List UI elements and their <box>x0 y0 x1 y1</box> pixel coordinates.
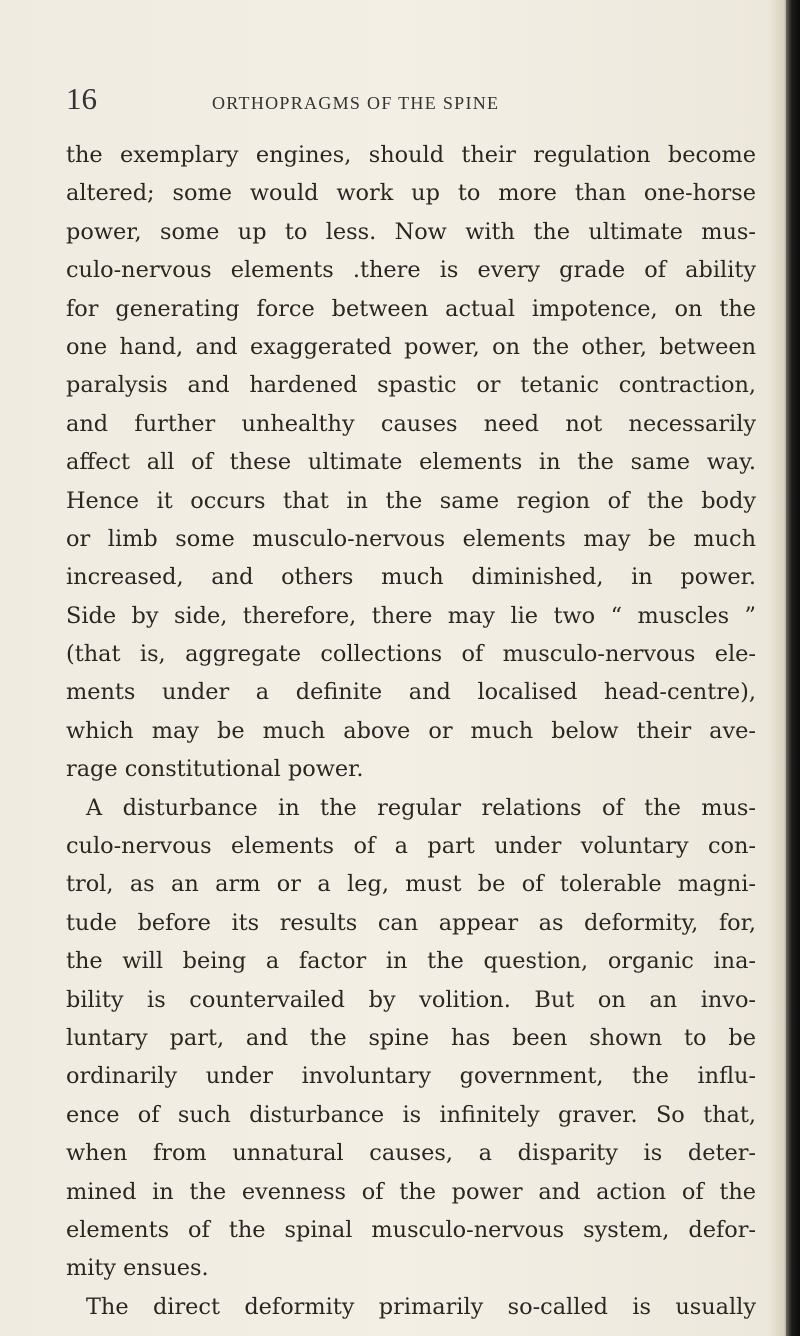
text-line: paralysis and hardened spastic or tetanic contraction, <box>66 372 756 399</box>
text-line: trol, as an arm or a leg, must be of tolerable magni- <box>66 871 756 898</box>
text-line: one hand, and exaggerated power, on the other, between <box>66 333 756 360</box>
text-line: the exemplary engines, should their regulation become <box>66 142 756 168</box>
text-line: affect all of these ultimate elements in the same way. <box>66 449 756 476</box>
text-line: which may be much above or much below their ave- <box>66 717 756 744</box>
text-line: (that is, aggregate collections of musculo-nervous ele- <box>66 641 756 668</box>
text-line: for generating force between actual impotence, on the <box>66 295 756 322</box>
text-line: and further unhealthy causes need not necessarily <box>66 410 756 437</box>
body-text <box>66 136 756 1326</box>
running-head-title: ORTHOPRAGMS OF THE SPINE <box>212 93 500 113</box>
text-line: bility is countervailed by volition. But on an invo- <box>66 986 756 1013</box>
page-number: 16 <box>66 81 97 116</box>
text-line: culo-nervous elements .there is every grade of ability <box>66 257 756 284</box>
text-line: rage constitutional power. <box>66 756 364 783</box>
text-line: Hence it occurs that in the same region of the body <box>66 487 756 514</box>
text-line: ordinarily under involuntary government, the influ- <box>66 1063 756 1090</box>
text-line: tude before its results can appear as deformity, for, <box>66 909 756 936</box>
text-line: mined in the evenness of the power and action of the <box>66 1178 756 1205</box>
text-line: power, some up to less. Now with the ultimate mus- <box>66 218 756 245</box>
text-line: mity ensues. <box>66 1255 209 1282</box>
text-line: Side by side, therefore, there may lie two “ muscles ” <box>66 602 756 629</box>
text-line: ments under a definite and localised head-centre), <box>66 679 756 706</box>
text-line: The direct deformity primarily so-called is usually <box>86 1293 756 1320</box>
text-line: culo-nervous elements of a part under voluntary con- <box>66 833 756 860</box>
text-line: or limb some musculo-nervous elements may be much <box>66 525 756 552</box>
text-line: when from unnatural causes, a disparity is deter- <box>66 1140 756 1167</box>
text-line: increased, and others much diminished, in power. <box>66 564 756 591</box>
text-line: A disturbance in the regular relations of the mus- <box>86 794 756 821</box>
book-spine-edge <box>786 0 800 1336</box>
text-line: elements of the spinal musculo-nervous system, defor- <box>66 1216 756 1243</box>
text-line: luntary part, and the spine has been shown to be <box>66 1024 756 1051</box>
text-line: the will being a factor in the question, organic ina- <box>66 948 756 975</box>
running-head <box>66 83 746 123</box>
text-line: ence of such disturbance is infinitely graver. So that, <box>66 1101 756 1128</box>
text-line: altered; some would work up to more than one-horse <box>66 180 756 207</box>
